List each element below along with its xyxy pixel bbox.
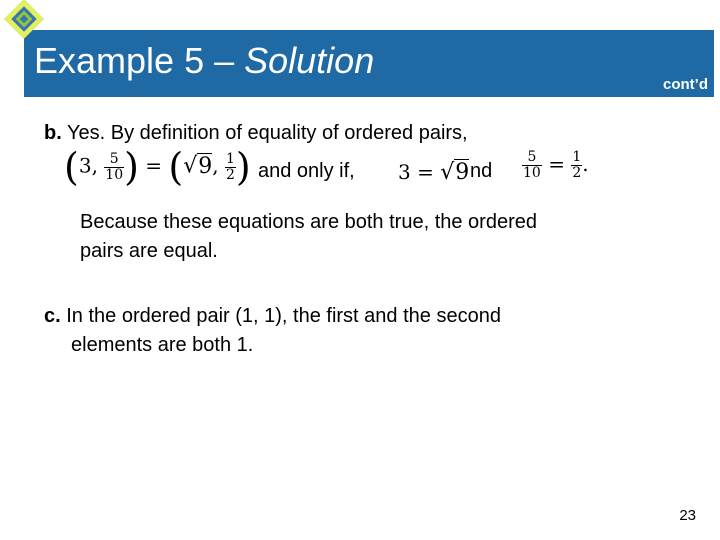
part-b-mid2: nd bbox=[470, 160, 493, 182]
eq1-rhs: 9 bbox=[455, 160, 470, 185]
eq-left-a: 3 bbox=[78, 153, 92, 178]
part-b-explanation-line1: Because these equations are both true, the ordered bbox=[80, 211, 537, 233]
equation-one: 3 = √9 bbox=[398, 160, 470, 185]
eq-left-frac bbox=[104, 152, 124, 183]
part-c-label: c. bbox=[44, 305, 61, 327]
part-b-lead bbox=[44, 122, 468, 145]
eq1-lhs: 3 bbox=[398, 160, 411, 184]
title-italic: Solution bbox=[244, 40, 375, 81]
eq-right-den: 2 bbox=[226, 166, 235, 183]
eq-left-den: 10 bbox=[105, 166, 124, 183]
part-c bbox=[44, 302, 501, 360]
eq-right-frac bbox=[225, 152, 236, 183]
ordered-pair-equation: (3, $\frac{5}{10}$ ) = (√9, $\frac{1}{2}$ ) bbox=[64, 145, 251, 189]
part-b-label: b. bbox=[44, 122, 62, 144]
part-b-explanation-line2: pairs are equal. bbox=[80, 240, 218, 262]
page-number: 23 bbox=[679, 507, 696, 524]
eq2-period: . bbox=[582, 152, 589, 176]
eq-equals: = bbox=[145, 153, 163, 178]
eq-right-num: 1 bbox=[226, 150, 235, 167]
eq-right-sqrt: √9 bbox=[183, 153, 213, 179]
title-bar bbox=[24, 30, 714, 97]
diamond-inner-icon bbox=[16, 11, 33, 28]
eq2-rhs-den: 2 bbox=[572, 165, 582, 181]
eq2-lhs-num: 5 bbox=[522, 150, 542, 166]
part-c-line1: In the ordered pair (1, 1), the first and the second bbox=[66, 305, 501, 327]
part-b-explanation bbox=[80, 208, 537, 266]
eq-left-num: 5 bbox=[104, 152, 124, 168]
part-b-mid1: and only if, bbox=[258, 160, 355, 182]
equation-two bbox=[522, 150, 589, 181]
slide-title bbox=[34, 40, 374, 82]
eq2-lhs-den: 10 bbox=[523, 165, 541, 181]
eq1-sqrt: √9 bbox=[440, 160, 470, 185]
eq2-rhs-frac bbox=[571, 150, 582, 181]
continued-label: cont’d bbox=[663, 76, 708, 93]
title-main: Example 5 – bbox=[34, 40, 245, 81]
eq2-equals: = bbox=[548, 152, 565, 176]
part-b-lead-text: Yes. By definition of equality of ordered pairs, bbox=[66, 122, 468, 144]
eq2-lhs-frac bbox=[522, 150, 542, 181]
eq2-rhs-num: 1 bbox=[572, 149, 582, 165]
eq-right-a: 9 bbox=[198, 153, 213, 179]
part-c-line2: elements are both 1. bbox=[71, 334, 254, 356]
